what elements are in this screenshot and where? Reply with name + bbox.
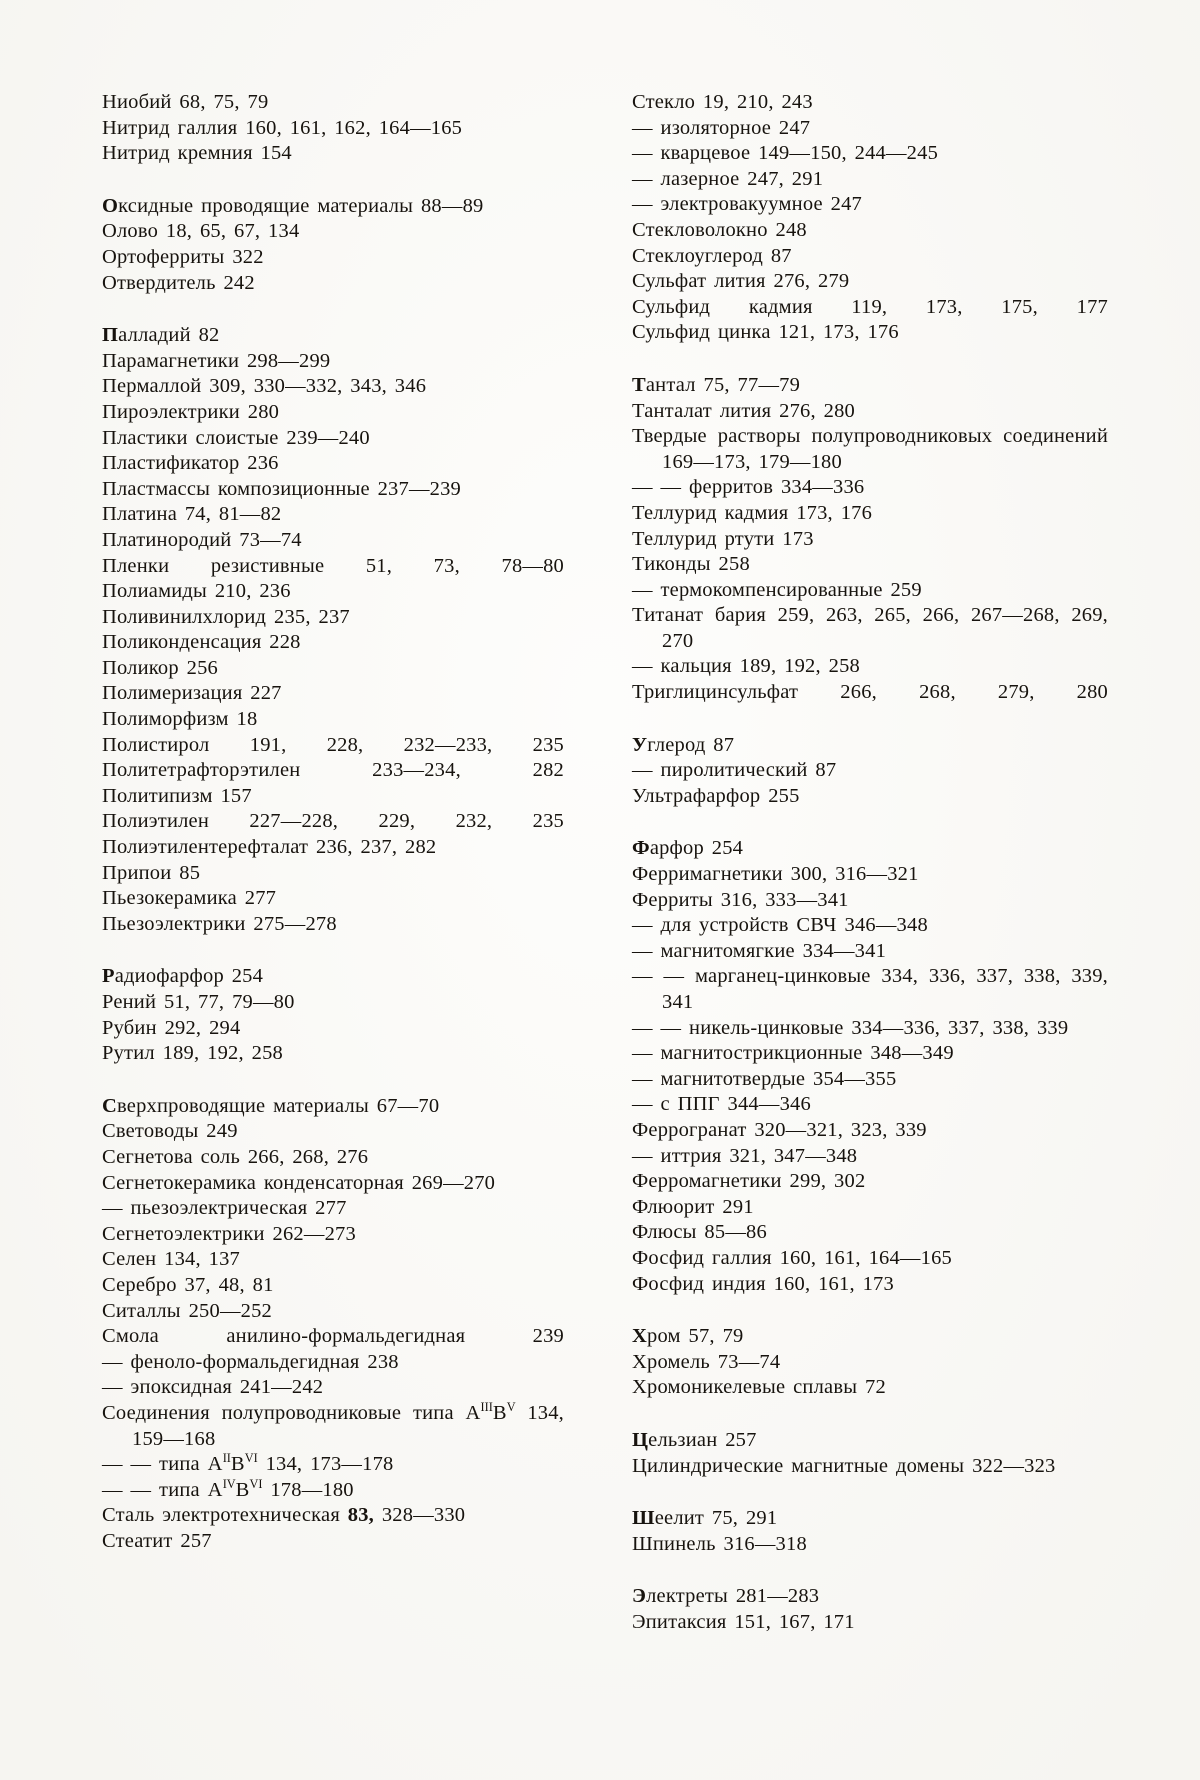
index-entry: — кальция 189, 192, 258 bbox=[632, 655, 860, 678]
index-entry: Поливинилхлорид 235, 237 bbox=[102, 605, 350, 628]
index-entry: Платина 74, 81—82 bbox=[102, 503, 282, 526]
index-entry: Пленки резистивные 51, 73, 78—80 bbox=[102, 554, 564, 577]
index-entry: Соединения полупроводниковые типа $А^{III}В^V$ 134, 159—168 bbox=[102, 1400, 565, 1450]
index-entry: Полиморфизм 18 bbox=[102, 708, 258, 731]
index-entry: — электровакуумное 247 bbox=[632, 193, 863, 216]
index-entry: — — типа $А^{II}В^{VI}$ 134, 173—178 bbox=[102, 1451, 394, 1476]
index-entry: Полиэтилентерефталат 236, 237, 282 bbox=[102, 836, 437, 859]
index-entry: — с ППГ 344—346 bbox=[632, 1093, 811, 1116]
index-entry: Полиэтилен 227—228, 229, 232, 235 bbox=[102, 810, 564, 833]
index-entry: Селен 134, 137 bbox=[102, 1248, 240, 1271]
index-group bbox=[632, 1584, 1108, 1635]
index-entry: Полистирол 191, 228, 232—233, 235 bbox=[102, 733, 564, 756]
index-group bbox=[102, 323, 564, 937]
index-entry: Хром 57, 79 bbox=[632, 1325, 744, 1348]
index-entry: — лазерное 247, 291 bbox=[632, 167, 824, 190]
index-entry: Нитрид кремния 154 bbox=[102, 142, 292, 165]
index-entry: Хромоникелевые сплавы 72 bbox=[632, 1376, 886, 1399]
index-entry: Рутил 189, 192, 258 bbox=[102, 1042, 283, 1065]
index-entry: Сегнетоэлектрики 262—273 bbox=[102, 1222, 356, 1245]
index-entry: Смола анилино-формальдегидная 239 bbox=[102, 1325, 564, 1348]
index-entry: — иттрия 321, 347—348 bbox=[632, 1144, 858, 1167]
index-entry: Танталат лития 276, 280 bbox=[632, 399, 855, 422]
index-entry: Сульфат лития 276, 279 bbox=[632, 270, 850, 293]
index-entry: Ферромагнетики 299, 302 bbox=[632, 1170, 866, 1193]
index-entry: Политипизм 157 bbox=[102, 784, 252, 807]
index-entry: Стеатит 257 bbox=[102, 1529, 212, 1552]
index-group bbox=[632, 1324, 1108, 1401]
index-entry: — пьезоэлектрическая 277 bbox=[102, 1197, 347, 1220]
index-entry: — для устройств СВЧ 346—348 bbox=[632, 914, 928, 937]
index-entry: Стекло 19, 210, 243 bbox=[632, 91, 813, 113]
index-group bbox=[102, 194, 564, 296]
index-entry: Теллурид кадмия 173, 176 bbox=[632, 501, 873, 524]
index-entry: Рений 51, 77, 79—80 bbox=[102, 991, 295, 1013]
index-group bbox=[632, 1428, 1108, 1479]
index-entry: Отвердитель 242 bbox=[102, 271, 255, 294]
index-entry: Ферриты 316, 333—341 bbox=[632, 888, 849, 911]
index-entry: Платинородий 73—74 bbox=[102, 528, 302, 551]
index-entry: Триглицинсульфат 266, 268, 279, 280 bbox=[632, 681, 1108, 704]
index-entry: — термокомпенсированные 259 bbox=[632, 578, 922, 601]
index-group bbox=[632, 836, 1108, 1297]
index-column-right bbox=[632, 90, 1108, 1662]
index-entry: Тантал 75, 77—79 bbox=[632, 373, 801, 396]
index-entry: Цилиндрические магнитные домены 322—323 bbox=[632, 1454, 1056, 1477]
index-group bbox=[632, 373, 1108, 706]
index-entry: Пластификатор 236 bbox=[102, 452, 279, 475]
index-entry: Стеклоуглерод 87 bbox=[632, 244, 792, 267]
index-group bbox=[102, 1094, 564, 1555]
index-entry: Пьезоэлектрики 275—278 bbox=[102, 912, 337, 935]
index-entry: Палладий 82 bbox=[102, 324, 220, 347]
index-group bbox=[632, 733, 1108, 810]
index-entry: — — ферритов 334—336 bbox=[632, 476, 865, 499]
index-entry: Флюорит 291 bbox=[632, 1195, 754, 1218]
index-group bbox=[632, 90, 1108, 346]
index-entry: — магнитомягкие 334—341 bbox=[632, 939, 887, 962]
index-entry: Ультрафарфор 255 bbox=[632, 784, 800, 807]
index-entry: Нитрид галлия 160, 161, 162, 164—165 bbox=[102, 116, 463, 139]
index-group bbox=[102, 90, 564, 167]
index-entry: Титанат бария 259, 263, 265, 266, 267—268, 269, 270 bbox=[632, 604, 1108, 652]
index-entry: — феноло-формальдегидная 238 bbox=[102, 1350, 399, 1373]
index-entry: Оксидные проводящие материалы 88—89 bbox=[102, 194, 484, 217]
index-entry: Олово 18, 65, 67, 134 bbox=[102, 220, 300, 243]
index-entry: Ортоферриты 322 bbox=[102, 245, 264, 268]
index-entry: Пироэлектрики 280 bbox=[102, 400, 280, 423]
index-entry: Полиамиды 210, 236 bbox=[102, 580, 291, 603]
index-entry: Флюсы 85—86 bbox=[632, 1221, 767, 1244]
index-entry: Цельзиан 257 bbox=[632, 1428, 757, 1451]
index-entry: — — никель-цинковые 334—336, 337, 338, 339 bbox=[632, 1016, 1069, 1039]
index-entry: Припои 85 bbox=[102, 861, 201, 884]
index-entry: Эпитаксия 151, 167, 171 bbox=[632, 1610, 855, 1633]
index-entry: Тиконды 258 bbox=[632, 553, 750, 576]
index-entry: Парамагнетики 298—299 bbox=[102, 349, 331, 372]
index-entry: Шпинель 316—318 bbox=[632, 1532, 807, 1555]
index-entry: Фарфор 254 bbox=[632, 837, 744, 860]
index-entry: — эпоксидная 241—242 bbox=[102, 1376, 324, 1399]
index-entry: Сульфид цинка 121, 173, 176 bbox=[632, 321, 899, 344]
index-entry: Теллурид ртути 173 bbox=[632, 527, 814, 550]
index-entry: Рубин 292, 294 bbox=[102, 1016, 241, 1039]
index-entry: Сверхпроводящие материалы 67—70 bbox=[102, 1094, 440, 1117]
index-column-left bbox=[102, 90, 564, 1581]
index-group bbox=[632, 1506, 1108, 1557]
index-entry: Шеелит 75, 291 bbox=[632, 1507, 778, 1530]
index-entry: Пермаллой 309, 330—332, 343, 346 bbox=[102, 375, 427, 398]
index-group bbox=[102, 964, 564, 1066]
index-entry: Твердые растворы полупроводниковых соединений 169—173, 179—180 bbox=[632, 425, 1108, 473]
index-entry: Феррогранат 320—321, 323, 339 bbox=[632, 1118, 927, 1141]
index-entry: Пластики слоистые 239—240 bbox=[102, 426, 370, 449]
index-entry: Световоды 249 bbox=[102, 1120, 238, 1143]
index-entry: Сталь электротехническая 83, 328—330 bbox=[102, 1504, 466, 1527]
index-entry: — магнитострикционные 348—349 bbox=[632, 1042, 954, 1065]
index-entry: Пьезокерамика 277 bbox=[102, 887, 277, 910]
index-entry: Сегнетова соль 266, 268, 276 bbox=[102, 1145, 369, 1168]
index-entry: Пластмассы композиционные 237—239 bbox=[102, 477, 461, 500]
index-entry: Углерод 87 bbox=[632, 733, 735, 756]
index-entry: Радиофарфор 254 bbox=[102, 965, 264, 988]
index-entry: Ниобий 68, 75, 79 bbox=[102, 91, 269, 113]
index-entry: Стекловолокно 248 bbox=[632, 218, 807, 241]
index-entry: — — марганец-цинковые 334, 336, 337, 338, 339, 341 bbox=[632, 965, 1108, 1013]
index-entry: Сегнетокерамика конденсаторная 269—270 bbox=[102, 1171, 496, 1194]
index-entry: — — типа $А^{IV}В^{VI}$ 178—180 bbox=[102, 1476, 354, 1501]
index-entry: Ситаллы 250—252 bbox=[102, 1299, 272, 1322]
index-entry: Полимеризация 227 bbox=[102, 682, 282, 705]
index-entry: Политетрафторэтилен 233—234, 282 bbox=[102, 759, 564, 782]
index-entry: Поликонденсация 228 bbox=[102, 631, 301, 654]
index-entry: Фосфид галлия 160, 161, 164—165 bbox=[632, 1246, 952, 1269]
index-entry: — магнитотвердые 354—355 bbox=[632, 1067, 897, 1090]
index-entry: Фосфид индия 160, 161, 173 bbox=[632, 1272, 894, 1295]
index-entry: Хромель 73—74 bbox=[632, 1350, 781, 1373]
index-entry: Сульфид кадмия 119, 173, 175, 177 bbox=[632, 295, 1108, 318]
index-entry: Ферримагнетики 300, 316—321 bbox=[632, 863, 919, 886]
index-entry: — пиролитический 87 bbox=[632, 759, 837, 782]
index-entry: — изоляторное 247 bbox=[632, 116, 811, 139]
index-entry: — кварцевое 149—150, 244—245 bbox=[632, 142, 939, 165]
index-entry: Электреты 281—283 bbox=[632, 1585, 820, 1608]
index-entry: Поликор 256 bbox=[102, 656, 218, 679]
index-entry: Серебро 37, 48, 81 bbox=[102, 1273, 274, 1296]
